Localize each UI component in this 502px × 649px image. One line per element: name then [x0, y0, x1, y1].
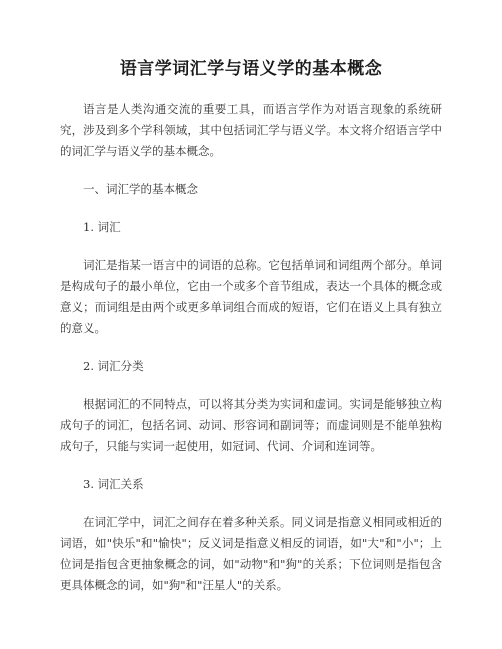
- classification-paragraph: 根据词汇的不同特点，可以将其分类为实词和虚词。实词是能够独立构成句子的词汇，包括名词、动词、形容词和副词等；而虚词则是不能单独构成句子，只能与实词一起使用，如冠词、代词、介词和连词等。: [60, 397, 442, 453]
- document-title: 语言学词汇学与语义学的基本概念: [119, 59, 383, 79]
- subsection-heading-vocabulary: 1. 词汇: [83, 220, 121, 234]
- section-heading-lexicology: 一、词汇学的基本概念: [83, 182, 198, 196]
- subsection-heading-relations: 3. 词汇关系: [83, 477, 144, 491]
- intro-paragraph: 语言是人类沟通交流的重要工具，而语言学作为对语言现象的系统研究，涉及到多个学科领域，其中包括词汇学与语义学。本文将介绍语言学中的词汇学与语义学的基本概念。: [60, 102, 442, 158]
- subsection-heading-classification: 2. 词汇分类: [83, 359, 144, 373]
- relations-paragraph: 在词汇学中，词汇之间存在着多种关系。同义词是指意义相同或相近的词语，如"快乐"和"愉快"；反义词是指意义相反的词语，如"大"和"小"；上位词是指包含更抽象概念的词，如"动物"和"狗"的关系；下位词则是指包含更具体概念的词，如"狗"和"汪星人"的关系。: [60, 515, 442, 592]
- vocabulary-paragraph: 词汇是指某一语言中的词语的总称。它包括单词和词组两个部分。单词是构成句子的最小单位，它由一个或多个音节组成，表达一个具体的概念或意义；而词组是由两个或更多单词组合而成的短语，它们在语义上具有独立的意义。: [60, 258, 442, 335]
